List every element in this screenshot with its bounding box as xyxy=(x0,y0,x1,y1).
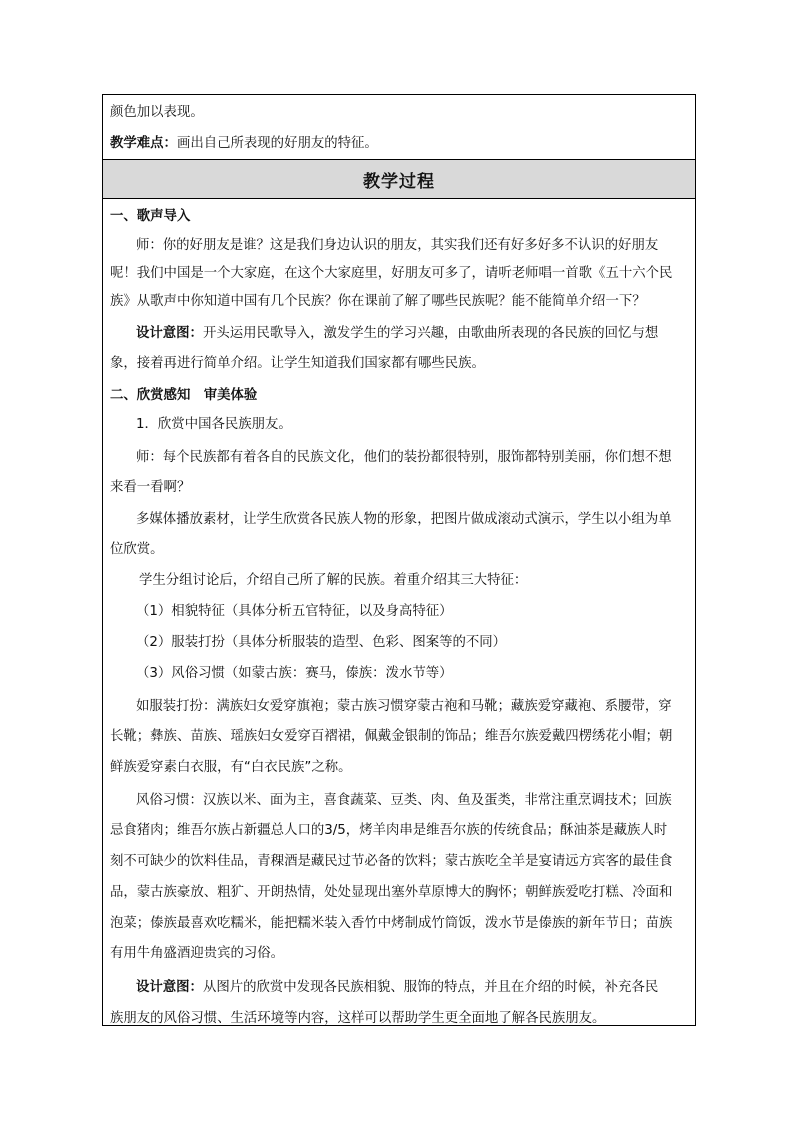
section-header xyxy=(103,159,695,199)
design-intent-text: 从图片的欣赏中发现各民族相貌、服饰的特点，并且在介绍的时候，补充各民 xyxy=(202,980,659,995)
text-line: 颜色加以表现。 xyxy=(110,105,204,120)
list-item: （2）服装打扮（具体分析服装的造型、色彩、图案等的不同） xyxy=(136,635,507,650)
paragraph-line: 来看一看啊？ xyxy=(110,480,191,495)
difficulty-label: 教学难点： xyxy=(110,136,177,151)
paragraph-line: 鲜族爱穿素白衣服，有“白衣民族”之称。 xyxy=(110,760,352,775)
lesson-table xyxy=(102,94,696,1026)
design-intent-text: 开头运用民歌导入，激发学生的学习兴趣，由歌曲所表现的各民族的回忆与想 xyxy=(202,326,659,341)
section-heading: 一、歌声导入 xyxy=(110,209,191,224)
paragraph-line: 有用牛角盛酒迎贵宾的习俗。 xyxy=(110,946,285,961)
list-item: （1）相貌特征（具体分析五官特征，以及身高特征） xyxy=(136,604,453,619)
paragraph-line: 泡菜；傣族最喜欢吃糯米，能把糯米装入香竹中烤制成竹筒饭，泼水节是傣族的新年节日；苗族 xyxy=(110,916,673,931)
list-item: （3）风俗习惯（如蒙古族：赛马，傣族：泼水节等） xyxy=(136,666,453,681)
paragraph-line: 如服装打扮：满族妇女爱穿旗袍；蒙古族习惯穿蒙古袍和马靴；藏族爱穿藏袍、系腰带，穿 xyxy=(136,699,672,714)
paragraph-line: 象，接着再进行简单介绍。让学生知道我们国家都有哪些民族。 xyxy=(110,356,485,371)
design-intent-line xyxy=(136,980,658,996)
paragraph-line: 族朋友的风俗习惯、生活环境等内容，这样可以帮助学生更全面地了解各民族朋友。 xyxy=(110,1011,606,1026)
paragraph-line: 多媒体播放素材，让学生欣赏各民族人物的形象，把图片做成滚动式演示，学生以小组为单 xyxy=(136,512,672,527)
paragraph-line: 师：你的好朋友是谁？这是我们身边认识的朋友，其实我们还有好多好多不认识的好朋友 xyxy=(136,238,659,253)
section-title: 教学过程 xyxy=(363,171,435,192)
paragraph-line: 风俗习惯：汉族以米、面为主，喜食蔬菜、豆类、肉、鱼及蛋类，非常注重烹调技术；回族 xyxy=(136,793,672,808)
paragraph-line: 忌食猪肉；维吾尔族占新疆总人口的3/5，烤羊肉串是维吾尔族的传统食品；酥油茶是藏族人时 xyxy=(110,823,668,838)
design-intent-label: 设计意图： xyxy=(136,326,203,341)
paragraph-line: 位欣赏。 xyxy=(110,542,164,557)
design-intent-line xyxy=(136,326,658,342)
difficulty-row xyxy=(103,95,695,159)
difficulty-text: 画出自己所表现的好朋友的特征。 xyxy=(176,136,378,151)
paragraph-line: 学生分组讨论后，介绍自己所了解的民族。着重介绍其三大特征： xyxy=(139,573,528,588)
section-heading: 二、欣赏感知 审美体验 xyxy=(110,388,258,403)
paragraph-line: 师：每个民族都有着各自的民族文化，他们的装扮都很特别，服饰都特别美丽，你们想不想 xyxy=(136,450,672,465)
paragraph-line: 长靴；彝族、苗族、瑶族妇女爱穿百褶裙，佩戴金银制的饰品；维吾尔族爱戴四楞绣花小帽；朝 xyxy=(110,729,673,744)
paragraph-line: 刻不可缺少的饮料佳品，青稞酒是藏民过节必备的饮料；蒙古族吃全羊是宴请远方宾客的最佳食 xyxy=(110,854,673,869)
paragraph-line: 族》从歌声中你知道中国有几个民族？你在课前了解了哪些民族呢？能不能简单介绍一下？ xyxy=(110,294,646,309)
list-item: 1．欣赏中国各民族朋友。 xyxy=(136,417,292,432)
design-intent-label: 设计意图： xyxy=(136,980,203,995)
paragraph-line: 品，蒙古族豪放、粗犷、开朗热情，处处显现出塞外草原博大的胸怀；朝鲜族爱吃打糕、冷面和 xyxy=(110,885,673,900)
paragraph-line: 呢！我们中国是一个大家庭，在这个大家庭里，好朋友可多了，请听老师唱一首歌《五十六个民 xyxy=(110,266,673,281)
difficulty-line xyxy=(110,136,378,152)
